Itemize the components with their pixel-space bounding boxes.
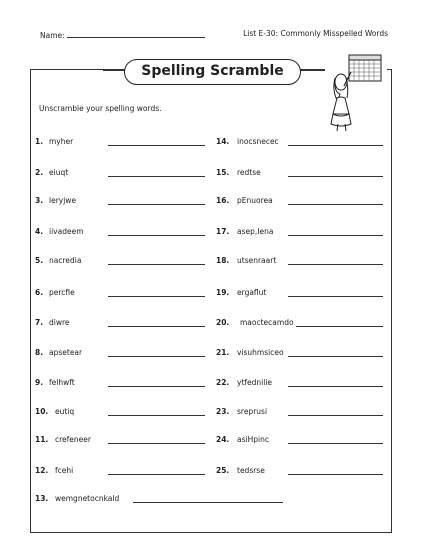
scrambled-word: myher	[49, 137, 74, 146]
answer-line[interactable]	[288, 474, 383, 475]
answer-line[interactable]	[108, 356, 205, 357]
answer-line[interactable]	[108, 235, 205, 236]
answer-line[interactable]	[108, 176, 205, 177]
item-number: 10.	[35, 407, 49, 416]
scrambled-word: sreprusi	[237, 407, 268, 416]
item-number: 24.	[216, 435, 230, 444]
answer-line[interactable]	[288, 415, 383, 416]
answer-line[interactable]	[108, 386, 205, 387]
name-field	[40, 29, 205, 40]
scrambled-word: pEnuorea	[237, 196, 273, 205]
scrambled-word: maoctecamdo	[240, 318, 294, 327]
item-number: 11.	[35, 435, 49, 444]
item-number: 14.	[216, 137, 230, 146]
answer-line[interactable]	[288, 356, 383, 357]
answer-line[interactable]	[288, 235, 383, 236]
title-dash-left	[103, 70, 125, 71]
answer-line[interactable]	[108, 296, 205, 297]
answer-line[interactable]	[288, 386, 383, 387]
worksheet-frame	[30, 69, 392, 533]
scrambled-word: visuhmsiceo	[237, 348, 284, 357]
item-number: 9.	[35, 378, 44, 387]
item-number: 19.	[216, 288, 230, 297]
answer-line[interactable]	[133, 502, 283, 503]
page-title: Spelling Scramble	[124, 59, 301, 85]
item-number: 21.	[216, 348, 230, 357]
scrambled-word: diwre	[49, 318, 70, 327]
scrambled-word: leryjwe	[49, 196, 77, 205]
calendar-girl-illustration	[325, 52, 387, 132]
name-line[interactable]	[67, 29, 205, 38]
scrambled-word: eiuqt	[49, 168, 69, 177]
item-number: 16.	[216, 196, 230, 205]
scrambled-word: tedsrse	[237, 466, 265, 475]
scrambled-word: asiHpinc	[237, 435, 269, 444]
answer-line[interactable]	[288, 204, 383, 205]
item-number: 3.	[35, 196, 44, 205]
item-number: 1.	[35, 137, 44, 146]
answer-line[interactable]	[108, 326, 205, 327]
calendar-girl-icon	[325, 52, 387, 132]
item-number: 18.	[216, 256, 230, 265]
scrambled-word: fcehi	[55, 466, 74, 475]
answer-line[interactable]	[108, 474, 205, 475]
answer-line[interactable]	[288, 264, 383, 265]
answer-line[interactable]	[108, 264, 205, 265]
scrambled-word: iivadeem	[49, 227, 84, 236]
scrambled-word: crefeneer	[55, 435, 91, 444]
item-number: 6.	[35, 288, 44, 297]
scrambled-word: wemgnetocnkald	[55, 494, 120, 503]
answer-line[interactable]	[108, 443, 205, 444]
scrambled-word: inocsnecec	[237, 137, 279, 146]
item-number: 20.	[216, 318, 230, 327]
scrambled-word: asep,Iena	[237, 227, 274, 236]
list-label: List E-30: Commonly Misspelled Words	[243, 29, 388, 38]
item-number: 8.	[35, 348, 44, 357]
answer-line[interactable]	[108, 145, 205, 146]
item-number: 25.	[216, 466, 230, 475]
instructions: Unscramble your spelling words.	[39, 104, 162, 113]
item-number: 13.	[35, 494, 49, 503]
answer-line[interactable]	[288, 443, 383, 444]
scrambled-word: eutiq	[55, 407, 75, 416]
item-number: 12.	[35, 466, 49, 475]
scrambled-word: utsenraart	[237, 256, 277, 265]
item-number: 4.	[35, 227, 44, 236]
answer-line[interactable]	[288, 176, 383, 177]
item-number: 23.	[216, 407, 230, 416]
scrambled-word: felhwft	[49, 378, 75, 387]
answer-line[interactable]	[288, 296, 383, 297]
scrambled-word: apsetear	[49, 348, 83, 357]
scrambled-word: redtse	[237, 168, 261, 177]
item-number: 2.	[35, 168, 44, 177]
answer-line[interactable]	[108, 204, 205, 205]
item-number: 22.	[216, 378, 230, 387]
answer-line[interactable]	[288, 145, 383, 146]
item-number: 15.	[216, 168, 230, 177]
scrambled-word: ergaflut	[237, 288, 267, 297]
item-number: 7.	[35, 318, 44, 327]
answer-line[interactable]	[108, 415, 205, 416]
item-number: 5.	[35, 256, 44, 265]
scrambled-word: ytfednilie	[237, 378, 273, 387]
scrambled-word: percfie	[49, 288, 75, 297]
item-number: 17.	[216, 227, 230, 236]
answer-line[interactable]	[296, 326, 383, 327]
name-label: Name:	[40, 31, 65, 40]
title-dash-right	[300, 70, 326, 71]
scrambled-word: nacredia	[49, 256, 82, 265]
